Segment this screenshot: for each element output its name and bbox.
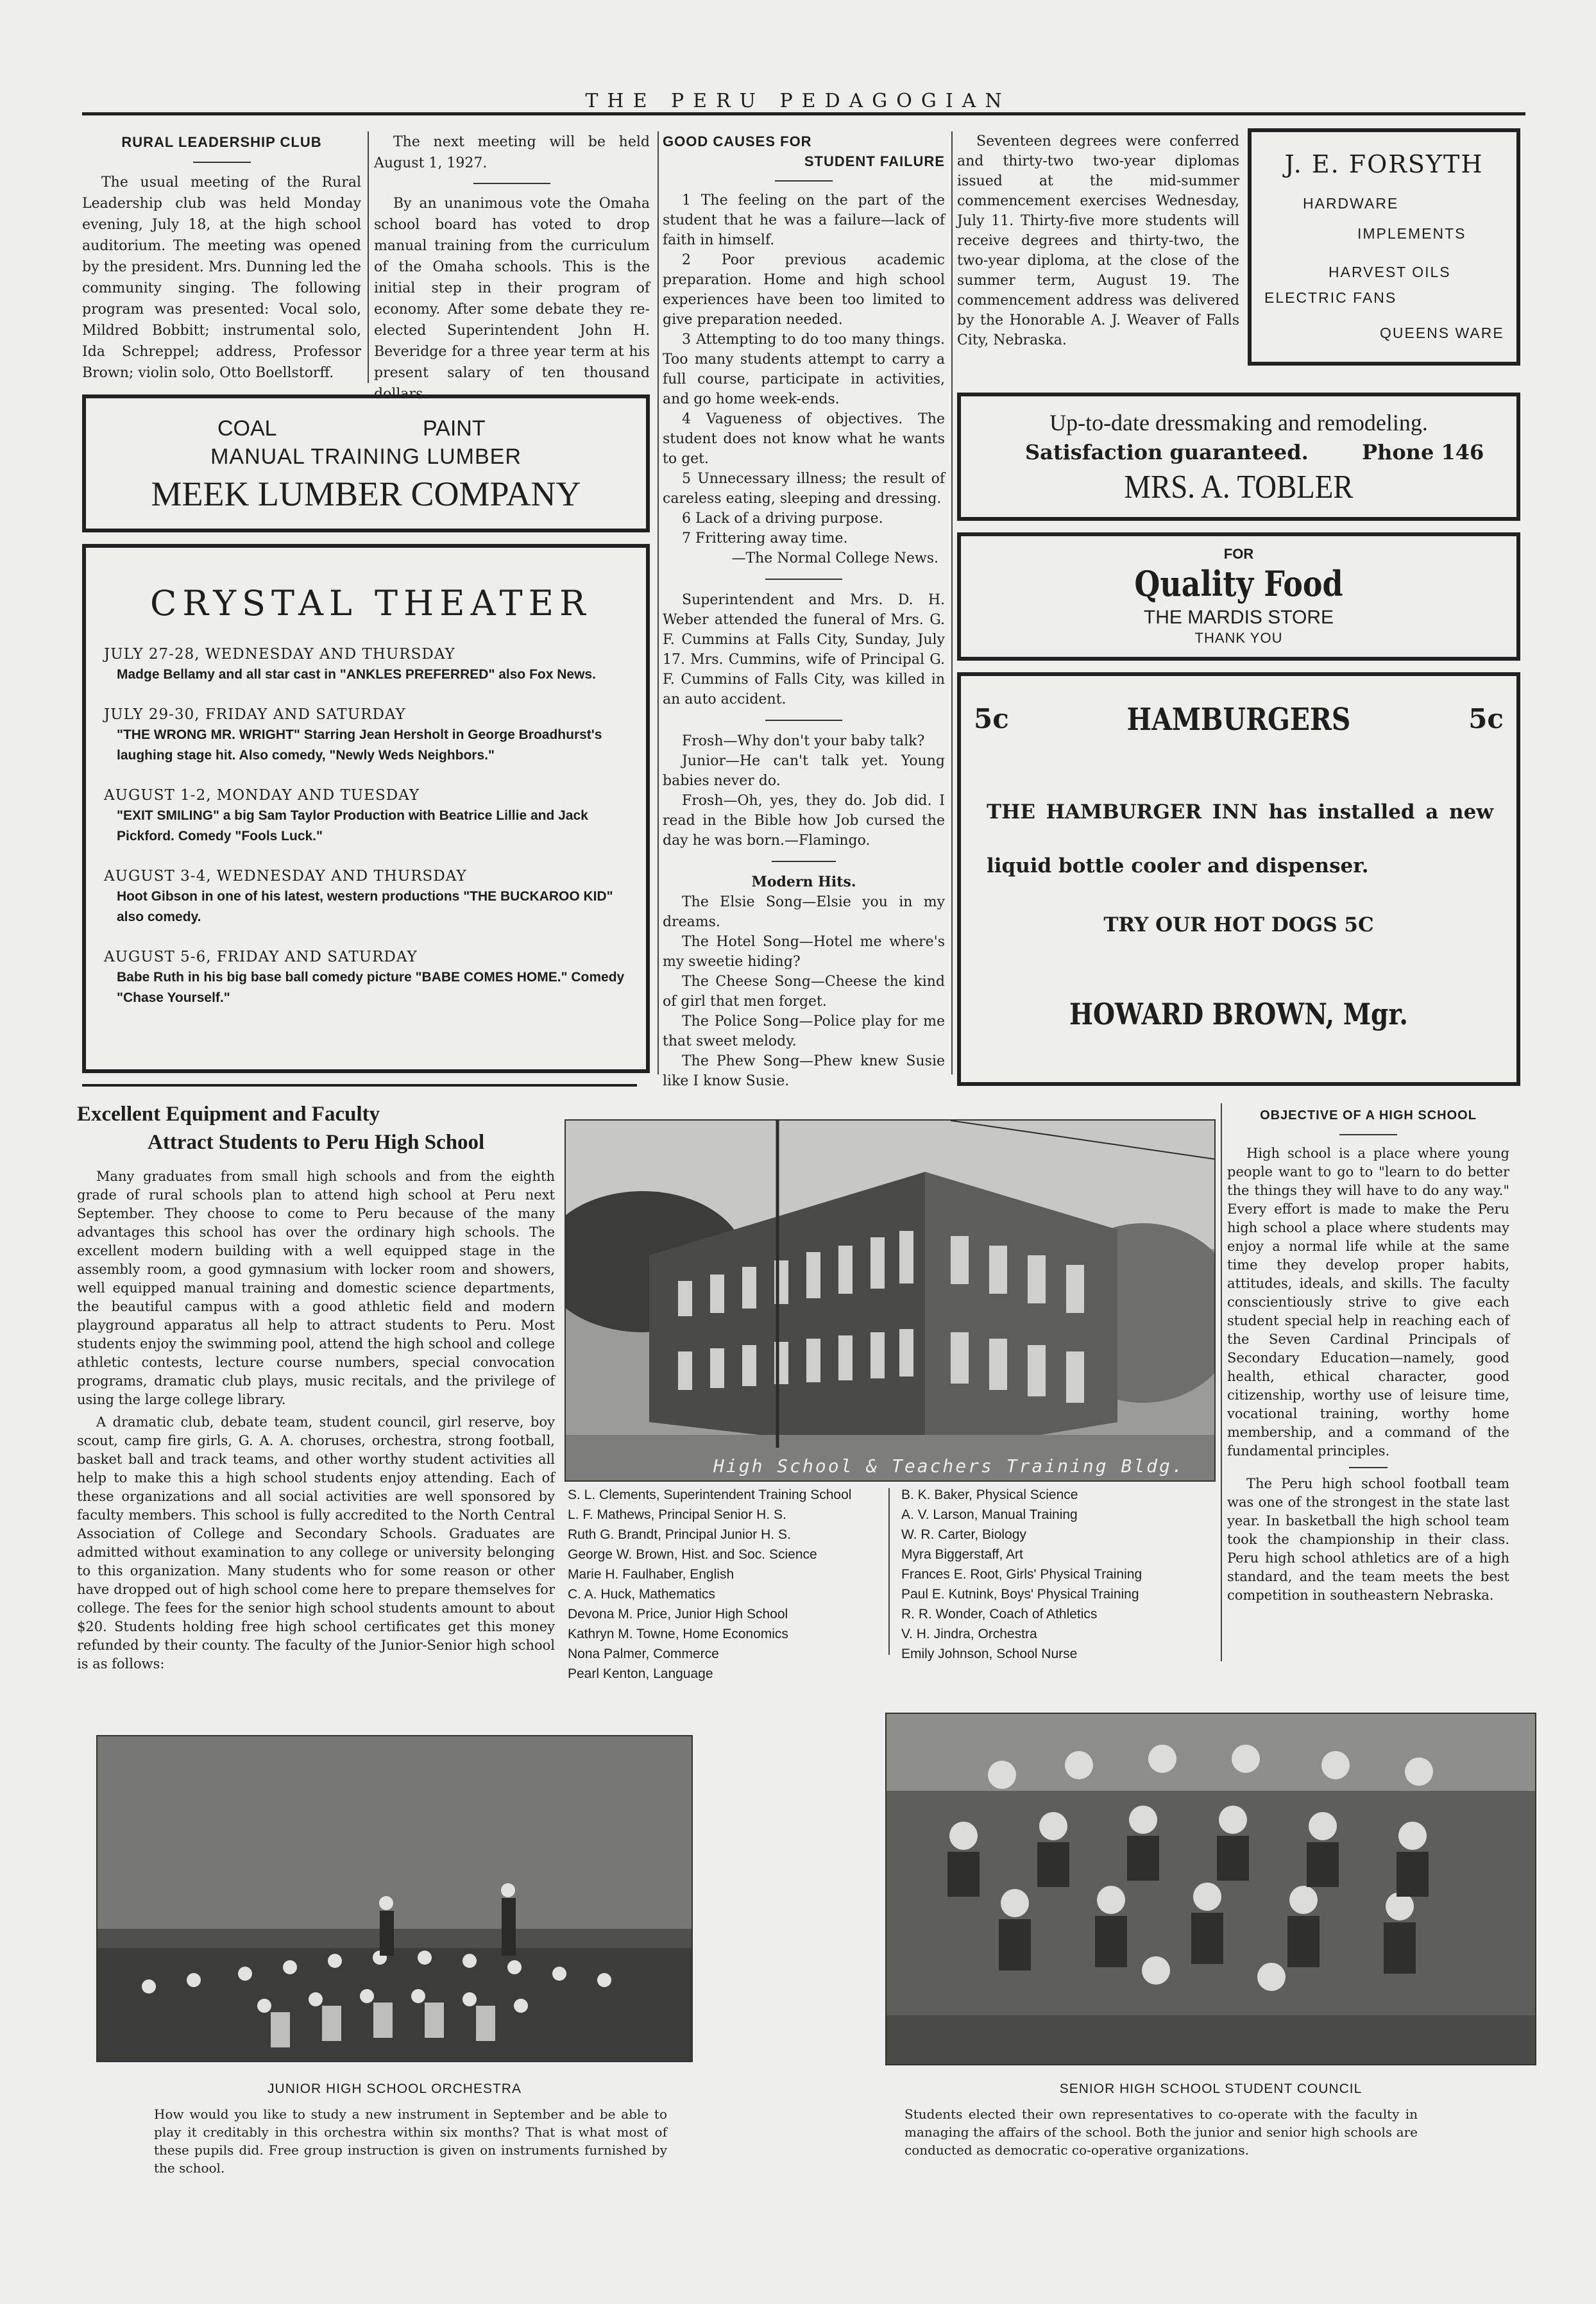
showing-description: Madge Bellamy and all star cast in "ANKLES PREFERRED" also Fox News.	[117, 667, 596, 682]
hamburger-body: THE HAMBURGER INN has installed a new liquid bottle cooler and dispenser.	[987, 800, 1493, 877]
mardis-quality-food: Quality Food	[1134, 563, 1343, 604]
divider	[775, 180, 833, 182]
faculty-entry: W. R. Carter, Biology	[901, 1527, 1026, 1542]
forsyth-ad	[1248, 128, 1520, 366]
hamburger-price-left: 5c	[974, 703, 1009, 734]
hit-item: The Phew Song—Phew knew Susie like I know Susie.	[663, 1053, 945, 1089]
causes-source: —The Normal College News.	[731, 550, 938, 566]
good-causes-heading2: STUDENT FAILURE	[804, 153, 945, 169]
tobler-name: MRS. A. TOBLER	[1124, 469, 1354, 505]
objective-article	[1227, 1106, 1509, 1605]
cause-item: 6 Lack of a driving purpose.	[682, 511, 883, 527]
tobler-phone: Phone 146	[1362, 440, 1484, 464]
mardis-thanks: THANK YOU	[1194, 630, 1283, 646]
divider	[765, 579, 842, 580]
faculty-list-left	[568, 1485, 882, 1684]
divider	[193, 162, 251, 163]
hamburger-price-right: 5c	[1468, 703, 1504, 734]
orchestra-photo	[96, 1735, 693, 2062]
faculty-entry: George W. Brown, Hist. and Soc. Science	[568, 1547, 817, 1562]
faculty-entry: Marie H. Faulhaber, English	[568, 1567, 734, 1582]
rural-heading: RURAL LEADERSHIP CLUB	[121, 134, 322, 150]
column-rule	[658, 131, 659, 1074]
high-school-building-photo	[565, 1119, 1216, 1482]
divider	[772, 861, 836, 862]
rural-next-meeting: The next meeting will be held August 1, 1927.	[374, 134, 650, 171]
showing-date: JULY 29-30, FRIDAY AND SATURDAY	[104, 706, 406, 723]
crystal-title: CRYSTAL THEATER	[150, 583, 591, 623]
cause-item: 4 Vagueness of objectives. The student does not know what he wants to get.	[663, 411, 945, 467]
student-council-photo	[885, 1713, 1536, 2065]
building-illustration	[566, 1121, 1214, 1480]
faculty-entry: R. R. Wonder, Coach of Athletics	[901, 1607, 1098, 1622]
excellent-title-line1: Excellent Equipment and Faculty	[77, 1103, 380, 1126]
council-illustration	[887, 1714, 1535, 2064]
hit-item: The Hotel Song—Hotel me where's my sweetie hiding?	[663, 934, 945, 970]
cause-item: 2 Poor previous academic preparation. Home and high school experiences have been too limited to give preparation needed.	[663, 252, 945, 328]
showing-date: JULY 27-28, WEDNESDAY AND THURSDAY	[104, 646, 455, 663]
council-title: SENIOR HIGH SCHOOL STUDENT COUNCIL	[1059, 2081, 1363, 2096]
joke-line: Frosh—Oh, yes, they do. Job did. I read in the Bible how Job cursed the day he was born.—Flamingo.	[663, 793, 945, 849]
meek-coal: COAL	[217, 416, 277, 441]
showing	[104, 644, 630, 685]
faculty-entry: Devona M. Price, Junior High School	[568, 1607, 788, 1622]
forsyth-implements: IMPLEMENTS	[1357, 225, 1466, 242]
column-rule	[888, 1488, 890, 1655]
cause-item: 3 Attempting to do too many things. Too many students attempt to carry a full course, participate in activities, and go home week-ends.	[663, 332, 945, 407]
forsyth-name: J. E. FORSYTH	[1284, 150, 1484, 178]
forsyth-fans: ELECTRIC FANS	[1264, 289, 1397, 306]
faculty-entry: L. F. Mathews, Principal Senior H. S.	[568, 1507, 786, 1522]
forsyth-queensware: QUEENS WARE	[1380, 325, 1504, 341]
orchestra-title: JUNIOR HIGH SCHOOL ORCHESTRA	[267, 2081, 522, 2096]
meek-name: MEEK LUMBER COMPANY	[151, 475, 581, 513]
masthead: THE PERU PEDAGOGIAN	[585, 90, 1011, 112]
showing-date: AUGUST 5-6, FRIDAY AND SATURDAY	[104, 949, 418, 965]
showing	[104, 704, 630, 766]
divider	[765, 720, 842, 721]
hamburger-inn-ad	[957, 672, 1520, 1086]
faculty-entry: C. A. Huck, Mathematics	[568, 1587, 715, 1602]
rural-body: The usual meeting of the Rural Leadership club was held Monday evening, July 18, at the high school auditorium. The meeting was opened by the president. Mrs. Dunning led the community singing. The following program was presented: Vocal solo, Mildred Bobbitt; instrumental solo, Ida Schreppel; address, Professor Brown; violin solo, Otto Boellstorff.	[82, 174, 361, 381]
meek-paint: PAINT	[423, 416, 486, 441]
omaha-article	[374, 131, 650, 405]
section-rule	[82, 1084, 637, 1087]
rural-leadership-article	[82, 131, 361, 384]
joke-line: Junior—He can't talk yet. Young babies never do.	[663, 753, 945, 789]
hit-item: The Police Song—Police play for me that sweet melody.	[663, 1013, 945, 1049]
divider	[1349, 1467, 1388, 1468]
meek-line2: MANUAL TRAINING LUMBER	[210, 445, 522, 469]
forsyth-oils: HARVEST OILS	[1329, 264, 1451, 280]
meek-lumber-ad	[82, 394, 650, 532]
showing-description: Hoot Gibson in one of his latest, western productions "THE BUCKAROO KID" also comedy.	[117, 889, 613, 924]
jokes	[663, 731, 945, 851]
causes-list	[663, 191, 945, 548]
faculty-entry: Emily Johnson, School Nurse	[901, 1647, 1078, 1661]
crystal-theater-ad	[82, 544, 650, 1073]
faculty-entry: Myra Biggerstaff, Art	[901, 1547, 1023, 1562]
hamburger-title: HAMBURGERS	[1126, 702, 1351, 738]
faculty-list-right	[901, 1485, 1219, 1664]
good-causes-article	[663, 131, 945, 1091]
degrees-body: Seventeen degrees were conferred and thirty-two two-year diplomas issued at the mid-summer commencement exercises Wednesday, July 11. Thirty-five more students will receive degrees and thirty-two, the two-year diploma, at the close of the summer term, August 19. The commencement address was delivered by the Honorable A. J. Weaver of Falls City, Nebraska.	[957, 133, 1239, 348]
tobler-satisfaction: Satisfaction guaranteed.	[1025, 440, 1309, 464]
tobler-ad	[957, 393, 1520, 521]
excellent-title-line2: Attract Students to Peru High School	[148, 1131, 485, 1154]
faculty-entry: Nona Palmer, Commerce	[568, 1647, 719, 1661]
hamburger-manager: HOWARD BROWN, Mgr.	[1069, 997, 1408, 1031]
good-causes-heading1: GOOD CAUSES FOR	[663, 133, 812, 149]
cause-item: 1 The feeling on the part of the student that he was a failure—lack of faith in himself.	[663, 192, 945, 248]
masthead-rule	[82, 112, 1525, 115]
faculty-entry: Pearl Kenton, Language	[568, 1666, 713, 1681]
faculty-entry: Frances E. Root, Girls' Physical Training	[901, 1567, 1142, 1582]
showing	[104, 785, 630, 847]
council-caption: Students elected their own representatives to co-operate with the faculty in managing the affairs of the school. Both the junior and senior high schools are conducted as democratic co-operative organizations.	[904, 2106, 1418, 2158]
column-rule	[368, 131, 369, 383]
mardis-ad	[957, 532, 1520, 661]
faculty-entry: S. L. Clements, Superintendent Training School	[568, 1487, 852, 1502]
showing-description: Babe Ruth in his big base ball comedy picture "BABE COMES HOME." Comedy "Chase Yourself."	[117, 970, 625, 1005]
showing-description: "THE WRONG MR. WRIGHT" Starring Jean Hersholt in George Broadhurst's laughing stage hit. Also comedy, "Newly Weds Neighbors."	[117, 727, 602, 763]
mardis-name: THE MARDIS STORE	[1143, 607, 1334, 628]
forsyth-hardware: HARDWARE	[1303, 195, 1399, 212]
modern-hits-list	[663, 892, 945, 1091]
objective-p2: The Peru high school football team was one of the strongest in the state last year. In basketball the high school team took the championship in their class. Peru high school athletics are of a high standard, and the team meets the best competition in southeastern Nebraska.	[1227, 1476, 1509, 1603]
hit-item: The Elsie Song—Elsie you in my dreams.	[663, 894, 945, 930]
showing-date: AUGUST 3-4, WEDNESDAY AND THURSDAY	[104, 868, 467, 885]
objective-p1: High school is a place where young people want to go to "learn to do better the things they will have to do any way." Every effort is made to make the Peru high school a place where students may enjoy a normal life while at the same time they develop proper habits, attitudes, ideals, and skills. The faculty conscientiously strive to give each student special help in reaching each of the Seven Cardinal Principals of Secondary Education—namely, good health, ethical character, good citizenship, worthy use of leisure time, vocational training, worthy home membership, and a command of the fundamental principles.	[1227, 1146, 1509, 1459]
hit-item: The Cheese Song—Cheese the kind of girl that men forget.	[663, 974, 945, 1010]
divider	[1339, 1134, 1397, 1135]
hamburger-hotdogs: TRY OUR HOT DOGS 5C	[1103, 913, 1374, 936]
objective-heading: OBJECTIVE OF A HIGH SCHOOL	[1260, 1108, 1477, 1122]
faculty-entry: Paul E. Kutnink, Boys' Physical Training	[901, 1587, 1139, 1602]
excellent-title	[77, 1100, 558, 1156]
faculty-entry: Kathryn M. Towne, Home Economics	[568, 1627, 788, 1641]
cause-item: 5 Unnecessary illness; the result of careless eating, sleeping and dressing.	[663, 471, 945, 507]
degrees-article	[957, 131, 1239, 350]
showing-description: "EXIT SMILING" a big Sam Taylor Production with Beatrice Lillie and Jack Pickford. Comedy "Fools Luck."	[117, 808, 588, 843]
excellent-p2: A dramatic club, debate team, student council, girl reserve, boy scout, camp fire girls, G. A. A. choruses, orchestra, strong football, basket ball and track teams, and other worthy student activities all help to make this a high school students enjoy attending. Each of these organizations and all social activities are well sponsored by faculty members. This school is fully accredited to the North Central Association of College and Secondary Schools. Graduates are admitted without examination to any college or university belonging to this organization. Many students who for some reason or other have dropped out of high school come here to prepare themselves for college. The fees for the senior high school students amount to about $20. Students holding free high school certificates get this money refunded by their county. The faculty of the Junior-Senior high school is as follows:	[77, 1414, 555, 1672]
mardis-for: FOR	[1223, 546, 1254, 562]
showing	[104, 866, 630, 928]
omaha-body: By an unanimous vote the Omaha school board has voted to drop manual training from the curriculum of the Omaha schools. This is the initial step in their program of economy. After some debate they re-elected Superintendent John H. Beveridge for a three year term at his present salary of ten thousand dollars.	[374, 196, 650, 402]
excellent-p1: Many graduates from small high schools and from the eighth grade of rural schools plan to attend high school at Peru next September. They choose to come to Peru because of the many advantages this school has over the ordinary high schools. The excellent modern building with a well equipped stage in the assembly room, a good gymnasium with locker room and showers, well equipped manual training and domestic science departments, the beautiful campus with a good athletic field and modern playground apparatus all help to attract students to Peru. Most students enjoy the swimming pool, attend the high school and college athletic contests, lecture course numbers, special convocation programs, dramatic club plays, music recitals, and the privilege of using the large college library.	[77, 1169, 555, 1407]
cause-item: 7 Frittering away time.	[682, 530, 848, 546]
orchestra-caption: How would you like to study a new instrument in September and be able to play it creditably in this orchestra within six months? That is what most of these pupils did. Free group instruction is given on instruments furnished by the school.	[154, 2106, 667, 2176]
divider	[473, 183, 550, 184]
modern-hits-heading: Modern Hits.	[751, 874, 856, 890]
faculty-entry: V. H. Jindra, Orchestra	[901, 1627, 1037, 1641]
crystal-showings	[104, 644, 630, 1008]
tobler-line1: Up-to-date dressmaking and remodeling.	[1049, 410, 1428, 436]
excellent-article	[77, 1167, 555, 1673]
orchestra-illustration	[98, 1736, 692, 2061]
joke-line: Frosh—Why don't your baby talk?	[682, 733, 925, 749]
faculty-entry: A. V. Larson, Manual Training	[901, 1507, 1078, 1522]
showing	[104, 947, 630, 1008]
weber-article: Superintendent and Mrs. D. H. Weber attended the funeral of Mrs. G. F. Cummins at Falls City, Sunday, July 17. Mrs. Cummins, wife of Principal G. F. Cummins of Falls City, was killed in an auto accident.	[663, 592, 945, 707]
building-photo-label: High School & Teachers Training Bldg.	[713, 1455, 1185, 1477]
column-rule	[1221, 1103, 1222, 1661]
column-rule	[951, 131, 953, 1074]
showing-date: AUGUST 1-2, MONDAY AND TUESDAY	[104, 787, 420, 804]
faculty-entry: Ruth G. Brandt, Principal Junior H. S.	[568, 1527, 791, 1542]
faculty-entry: B. K. Baker, Physical Science	[901, 1487, 1078, 1502]
